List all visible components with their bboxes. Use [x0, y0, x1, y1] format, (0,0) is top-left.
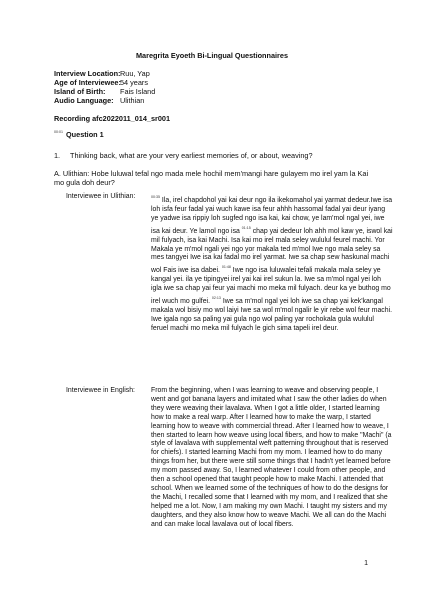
metadata-label: Audio Language: [54, 96, 114, 105]
response-segment: Iwe sa m'mol ngal yei loh iwe sa chap yai kek'kangal makala wol bisiy mo wol laiyi Iwe sa wol m'mol ngalir le yir rebe wol feur machi. Iwe igala ngo sa paling yai gula ngo wol paling yar rochokala gula wululul feruel machi mo meka mil fulyach le gich sima tapeli irel deur. [151, 298, 393, 332]
metadata-value: Ruu, Yap [120, 69, 150, 78]
metadata-row [54, 69, 155, 78]
response-segment: Ila, irel chapdohol yai kai deur ngo ila ikekomahol yai yarmat dedeur.Iwe isa loh isfa feur fadal yai wuch kawe isa feur ahhh hassomal fadal yai deur iyang ye yadwe isa rippiy loh sugfed ngo isa kai, kai chow, ye lam'mol ngal yei, iwe isa kai deur. Ye lamol ngo isa [151, 197, 393, 235]
metadata-label: Age of Interviewee: [54, 78, 121, 87]
response-ulithian [66, 193, 396, 383]
question-timestamp: 00:01 [54, 130, 63, 134]
metadata-row [54, 87, 155, 96]
question-text-line [54, 151, 313, 160]
question-text: Thinking back, what are your very earliest memories of, or about, weaving? [70, 151, 313, 160]
response-segment: Iwe ngo isa luluwalei tefali makala mala seley ye kangal yei. ila ye tipingyei irel yai kai irel sukun la. Iwe sa m'mol ngal yei loh igla iwe sa chap yai feur yai machi mo meka mil fulyach. deur ka ye buthog mo irel wuch mo gulfei. [151, 267, 391, 306]
metadata-label: Island of Birth: [54, 87, 106, 96]
metadata-value: 54 years [120, 78, 148, 87]
metadata-value: Ulithian [120, 96, 145, 105]
response-label: Interviewee in Ulithian: [66, 193, 136, 200]
timestamp: 00:35 [151, 195, 160, 199]
document-title: Maregrita Eyoeth Bi-Lingual Questionnaires [135, 51, 289, 60]
timestamp: 01:48 [221, 265, 231, 270]
response-segment: From the beginning, when I was learning to weave and observing people, I went and got banana layers and imitated what I saw the other ladies do when they were weaving their lavalava. When I got a little older, I started learning how to make a real warp. After I learned how to make the warp, I started learning how to weave with commercial thread. After I learned how to weave, I then started to learn how weave using local fibers, and how to make "Machi" (a style of lavalava with supplemental weft patterning throughout that is reserved for chiefs). I started learning Machi from my mom. I learned how to do many things from her, but there were still some things that I hadn't yet learned before my mom passed away. So, I learned whatever I could from other people, and then a school opened that taught people how to make Machi. I attended that school. When we learned some of the techniques of how to do the designs for the Machi, I recalled some that I learned with my mom, and I realized that she helped me a lot. Now, I am making my own Machi. I taught my sisters and my daughters, and they also know how to weave Machi. We all can do the Machi and can make local lavalava out of local fibers. [151, 387, 392, 528]
question-number: 1. [54, 151, 61, 160]
recording-id: Recording afc2022011_014_sr001 [54, 114, 171, 123]
metadata-label: Interview Location: [54, 69, 121, 78]
response-english [66, 387, 396, 577]
metadata-row [54, 78, 155, 87]
page-number: 1 [364, 560, 368, 567]
interview-metadata [54, 69, 155, 105]
response-segment: chap yai dedeur loh ahh mol kaw ye, iswol kai mil fulyach, isa kai Machi. Isa kai mo irel mala seley wululul feurel machi. Yor Makala ye m'mol ngali yei ngo yor makala ted m'mol Iwe ngo mala seley sa mes tangyei Iwe isa kai fadal mo irel yarmat. Iwe sa chap sew haskunal machi wol Fais iwe isa dabei. [151, 227, 393, 275]
response-text [151, 387, 393, 530]
ulithian-question: A. Ulithian: Hobe luluwal tefal ngo mada mele hochil mem'mangi hare gulayem mo irel yam la Kai mo gula doh deur? [54, 169, 369, 187]
timestamp: 01:15 [241, 225, 251, 230]
timestamp: 02:13 [211, 296, 221, 301]
response-label: Interviewee in English: [66, 387, 135, 394]
question-label: Question 1 [66, 130, 104, 139]
response-text [151, 193, 393, 334]
metadata-row [54, 96, 155, 105]
question-heading [54, 130, 104, 139]
metadata-value: Fais Island [120, 87, 156, 96]
